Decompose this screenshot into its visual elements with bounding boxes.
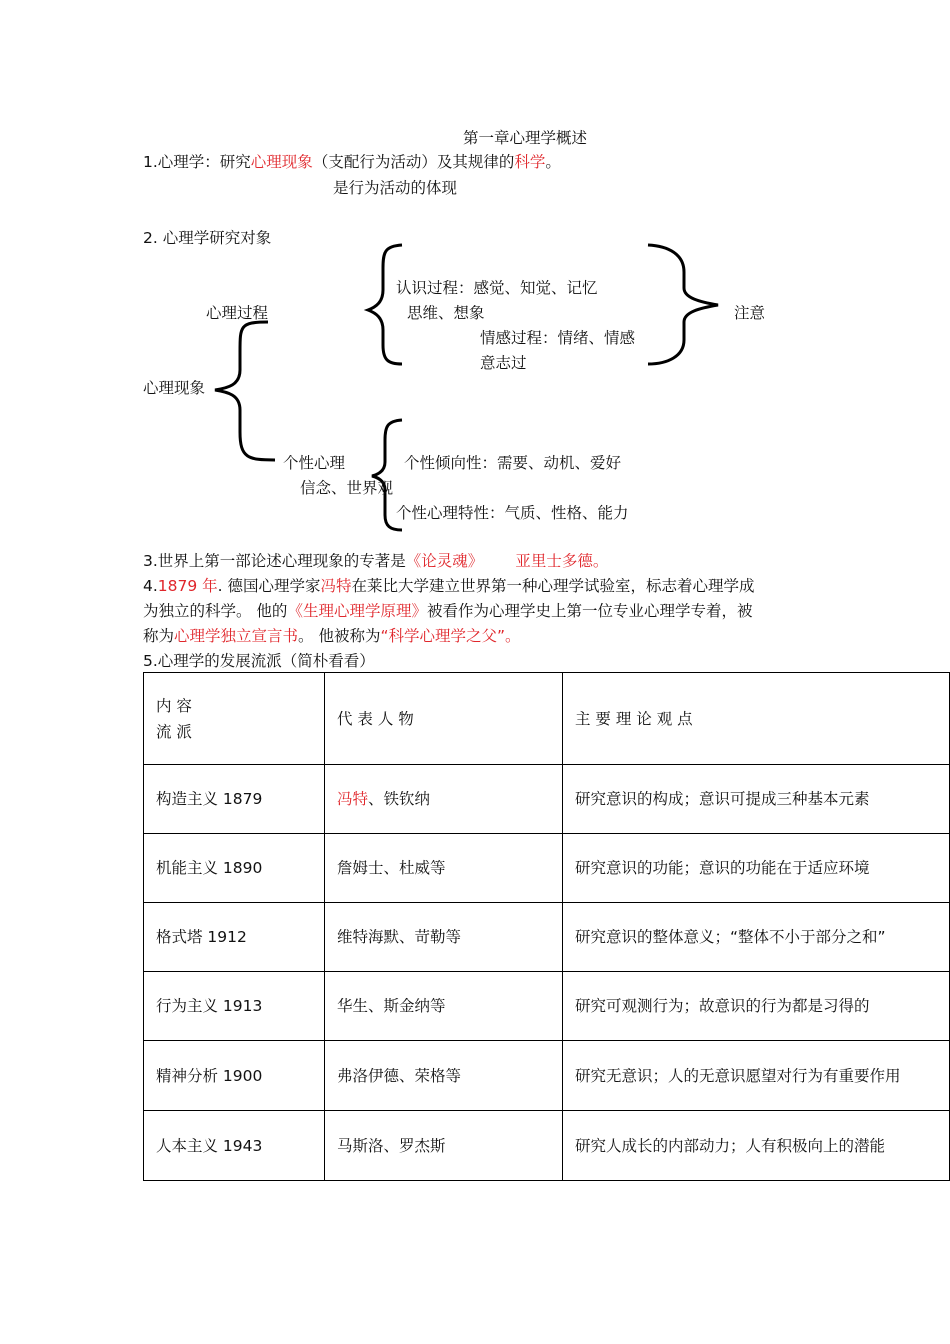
representatives-cell — [325, 765, 563, 834]
node-root: 心理现象 — [143, 379, 206, 397]
table-row — [144, 1111, 950, 1181]
s3-book: 《论灵魂》 — [405, 552, 484, 570]
header-cell-views: 主 要 理 论 观 点 — [563, 673, 950, 765]
view-cell: 研究意识的整体意义；“整体不小于部分之和” — [563, 903, 950, 972]
section4-line2 — [143, 601, 752, 621]
node-cognition-line1: 认识过程：感觉、知觉、记忆 — [396, 279, 598, 297]
view-cell: 研究意识的功能；意识的功能在于适应环境 — [563, 834, 950, 903]
process-brace — [368, 245, 402, 364]
representatives-cell: 弗洛伊德、荣格等 — [325, 1041, 563, 1111]
node-traits: 个性心理特性：气质、性格、能力 — [396, 504, 629, 522]
header-school-label: 流 派 — [156, 722, 192, 741]
view-cell: 研究无意识；人的无意识愿望对行为有重要作用 — [563, 1041, 950, 1111]
s4-e: 称为 — [143, 627, 175, 645]
rep-rest: 、铁钦纳 — [368, 790, 431, 808]
s3-author: 亚里士多德。 — [515, 552, 609, 570]
node-emotion-line2: 意志过 — [480, 354, 527, 372]
s4-c: 为独立的科学。 他的 — [143, 602, 288, 620]
school-cell: 格式塔 1912 — [144, 903, 325, 972]
view-cell: 研究人成长的内部动力；人有积极向上的潜能 — [563, 1111, 950, 1181]
view-cell: 研究可观测行为；故意识的行为都是习得的 — [563, 972, 950, 1041]
attention-brace — [648, 245, 718, 364]
view-cell: 研究意识的构成；意识可提成三种基本元素 — [563, 765, 950, 834]
representatives-cell: 维特海默、苛勒等 — [325, 903, 563, 972]
table-row — [144, 765, 950, 834]
def-term-science: 科学 — [514, 153, 546, 171]
rep-highlight: 冯特 — [337, 790, 369, 808]
s3-text: 3.世界上第一部论述心理现象的专著是 — [143, 552, 406, 570]
s4-name: 冯特 — [320, 577, 352, 595]
representatives-cell: 马斯洛、罗杰斯 — [325, 1111, 563, 1181]
header-cell-representatives: 代 表 人 物 — [325, 673, 563, 765]
section3-line — [143, 551, 608, 571]
node-tendency-line1: 个性倾向性：需要、动机、爱好 — [404, 454, 622, 472]
s4-title: 心理学独立宣言书 — [174, 627, 299, 645]
def-prefix: 1.心理学：研究 — [143, 153, 251, 171]
definition-note: 是行为活动的体现 — [333, 179, 458, 197]
schools-table — [143, 672, 950, 1181]
representatives-cell: 詹姆士、杜威等 — [325, 834, 563, 903]
section4-line1 — [143, 576, 755, 596]
section2-heading: 2. 心理学研究对象 — [143, 229, 272, 247]
representatives-cell: 华生、斯金纳等 — [325, 972, 563, 1041]
s4-f: 。 他被称为 — [298, 627, 381, 645]
s4-book: 《生理心理学原理》 — [287, 602, 427, 620]
s4-d: 被看作为心理学史上第一位专业心理学专着，被 — [426, 602, 753, 620]
school-cell: 行为主义 1913 — [144, 972, 325, 1041]
node-personality: 个性心理 — [283, 454, 346, 472]
s4-a: . 德国心理学家 — [217, 577, 321, 595]
section5-heading: 5.心理学的发展流派（简朴看看） — [143, 652, 375, 670]
school-cell: 人本主义 1943 — [144, 1111, 325, 1181]
table-row — [144, 972, 950, 1041]
node-cognition-line2: 思维、想象 — [407, 304, 485, 322]
node-process: 心理过程 — [206, 304, 269, 322]
table-row — [144, 834, 950, 903]
s4-prefix: 4. — [143, 577, 158, 595]
node-tendency-line2: 信念、世界观 — [300, 479, 394, 497]
root-brace — [215, 322, 275, 460]
def-mid: （支配行为活动）及其规律的 — [312, 153, 515, 171]
header-cell-content-school — [144, 673, 325, 765]
school-cell: 机能主义 1890 — [144, 834, 325, 903]
school-cell: 精神分析 1900 — [144, 1041, 325, 1111]
table-row — [144, 903, 950, 972]
def-end: 。 — [545, 153, 561, 171]
page-title: 第一章心理学概述 — [463, 129, 588, 147]
table-header-row — [144, 673, 950, 765]
node-attention: 注意 — [734, 304, 766, 322]
s4-year: 1879 年 — [157, 577, 218, 595]
section4-line3 — [143, 626, 521, 646]
s4-b: 在莱比大学建立世界第一种心理学试验室，标志着心理学成 — [351, 577, 755, 595]
school-cell: 构造主义 1879 — [144, 765, 325, 834]
def-term-psychological-phenomena: 心理现象 — [250, 153, 313, 171]
header-content-label: 内 容 — [156, 696, 192, 715]
table-row — [144, 1041, 950, 1111]
node-emotion-line1: 情感过程：情绪、情感 — [480, 329, 636, 347]
s4-g: “科学心理学之父”。 — [380, 627, 521, 645]
